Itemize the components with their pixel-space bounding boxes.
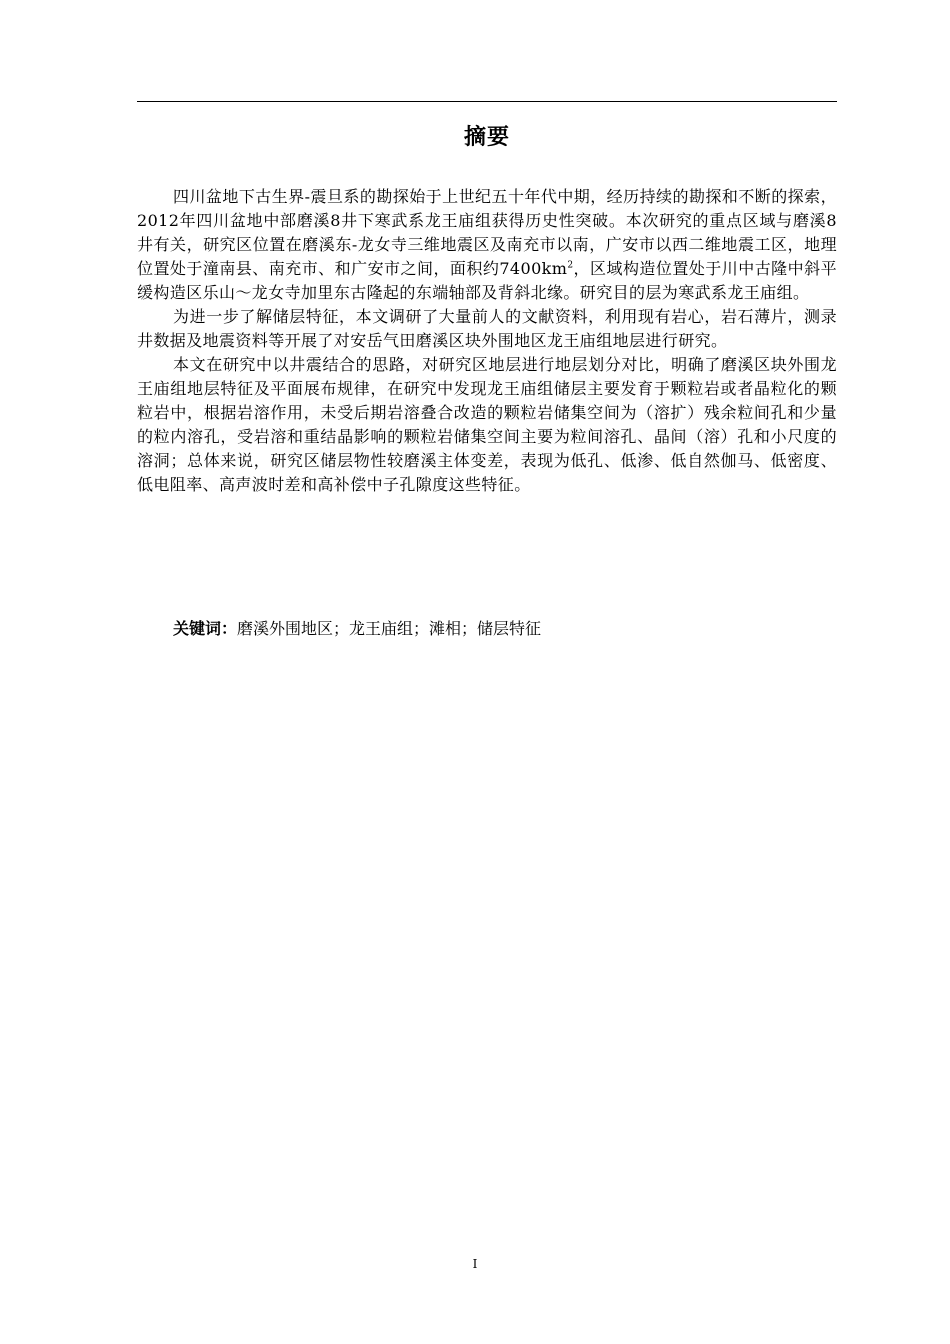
abstract-title: 摘要	[463, 125, 510, 150]
area-unit-superscript: 2	[567, 260, 574, 271]
abstract-paragraph-3: 本文在研究中以井震结合的思路，对研究区地层进行地层划分对比，明确了磨溪区块外围龙王庙组地层特征及平面展布规律，在研究中发现龙王庙组储层主要发育于颗粒岩或者晶粒化的颗粒岩中，根据岩溶作用，未受后期岩溶叠合改造的颗粒岩储集空间为（溶扩）残余粒间孔和少量的粒内溶孔，受岩溶和重结晶影响的颗粒岩储集空间主要为粒间溶孔、晶间（溶）孔和小尺度的溶洞；总体来说，研究区储层物性较磨溪主体变差，表现为低孔、低渗、低自然伽马、低密度、低电阻率、高声波时差和高补偿中子孔隙度这些特征。	[137, 355, 837, 494]
abstract-paragraph-1	[137, 185, 837, 305]
page-number: I	[472, 1257, 478, 1271]
keywords-line	[173, 617, 837, 641]
header-rule	[137, 101, 837, 102]
paragraph-1-text: 四川盆地下古生界-震旦系的勘探始于上世纪五十年代中期，经历持续的勘探和不断的探索，2012年四川盆地中部磨溪8井下寒武系龙王庙组获得历史性突破。本次研究的重点区域与磨溪8井有关，研究区位置在磨溪东-龙女寺三维地震区及南充市以南，广安市以西二维地震工区，地理位置处于潼南县、南充市、和广安市之间，面积约7400km	[137, 187, 837, 278]
paragraph-1-tail: ，区域构造位置处于川中古隆中斜平缓构造区乐山～龙女寺加里东古隆起的东端轴部及背斜北缘。研究目的层为寒武系龙王庙组。	[137, 259, 837, 302]
keywords-label: 关键词：	[173, 619, 238, 638]
abstract-body	[137, 185, 837, 497]
keywords-text: 磨溪外围地区；龙王庙组；滩相；储层特征	[237, 619, 542, 638]
abstract-paragraph-2: 为进一步了解储层特征，本文调研了大量前人的文献资料，利用现有岩心，岩石薄片，测录井数据及地震资料等开展了对安岳气田磨溪区块外围地区龙王庙组地层进行研究。	[137, 307, 837, 350]
